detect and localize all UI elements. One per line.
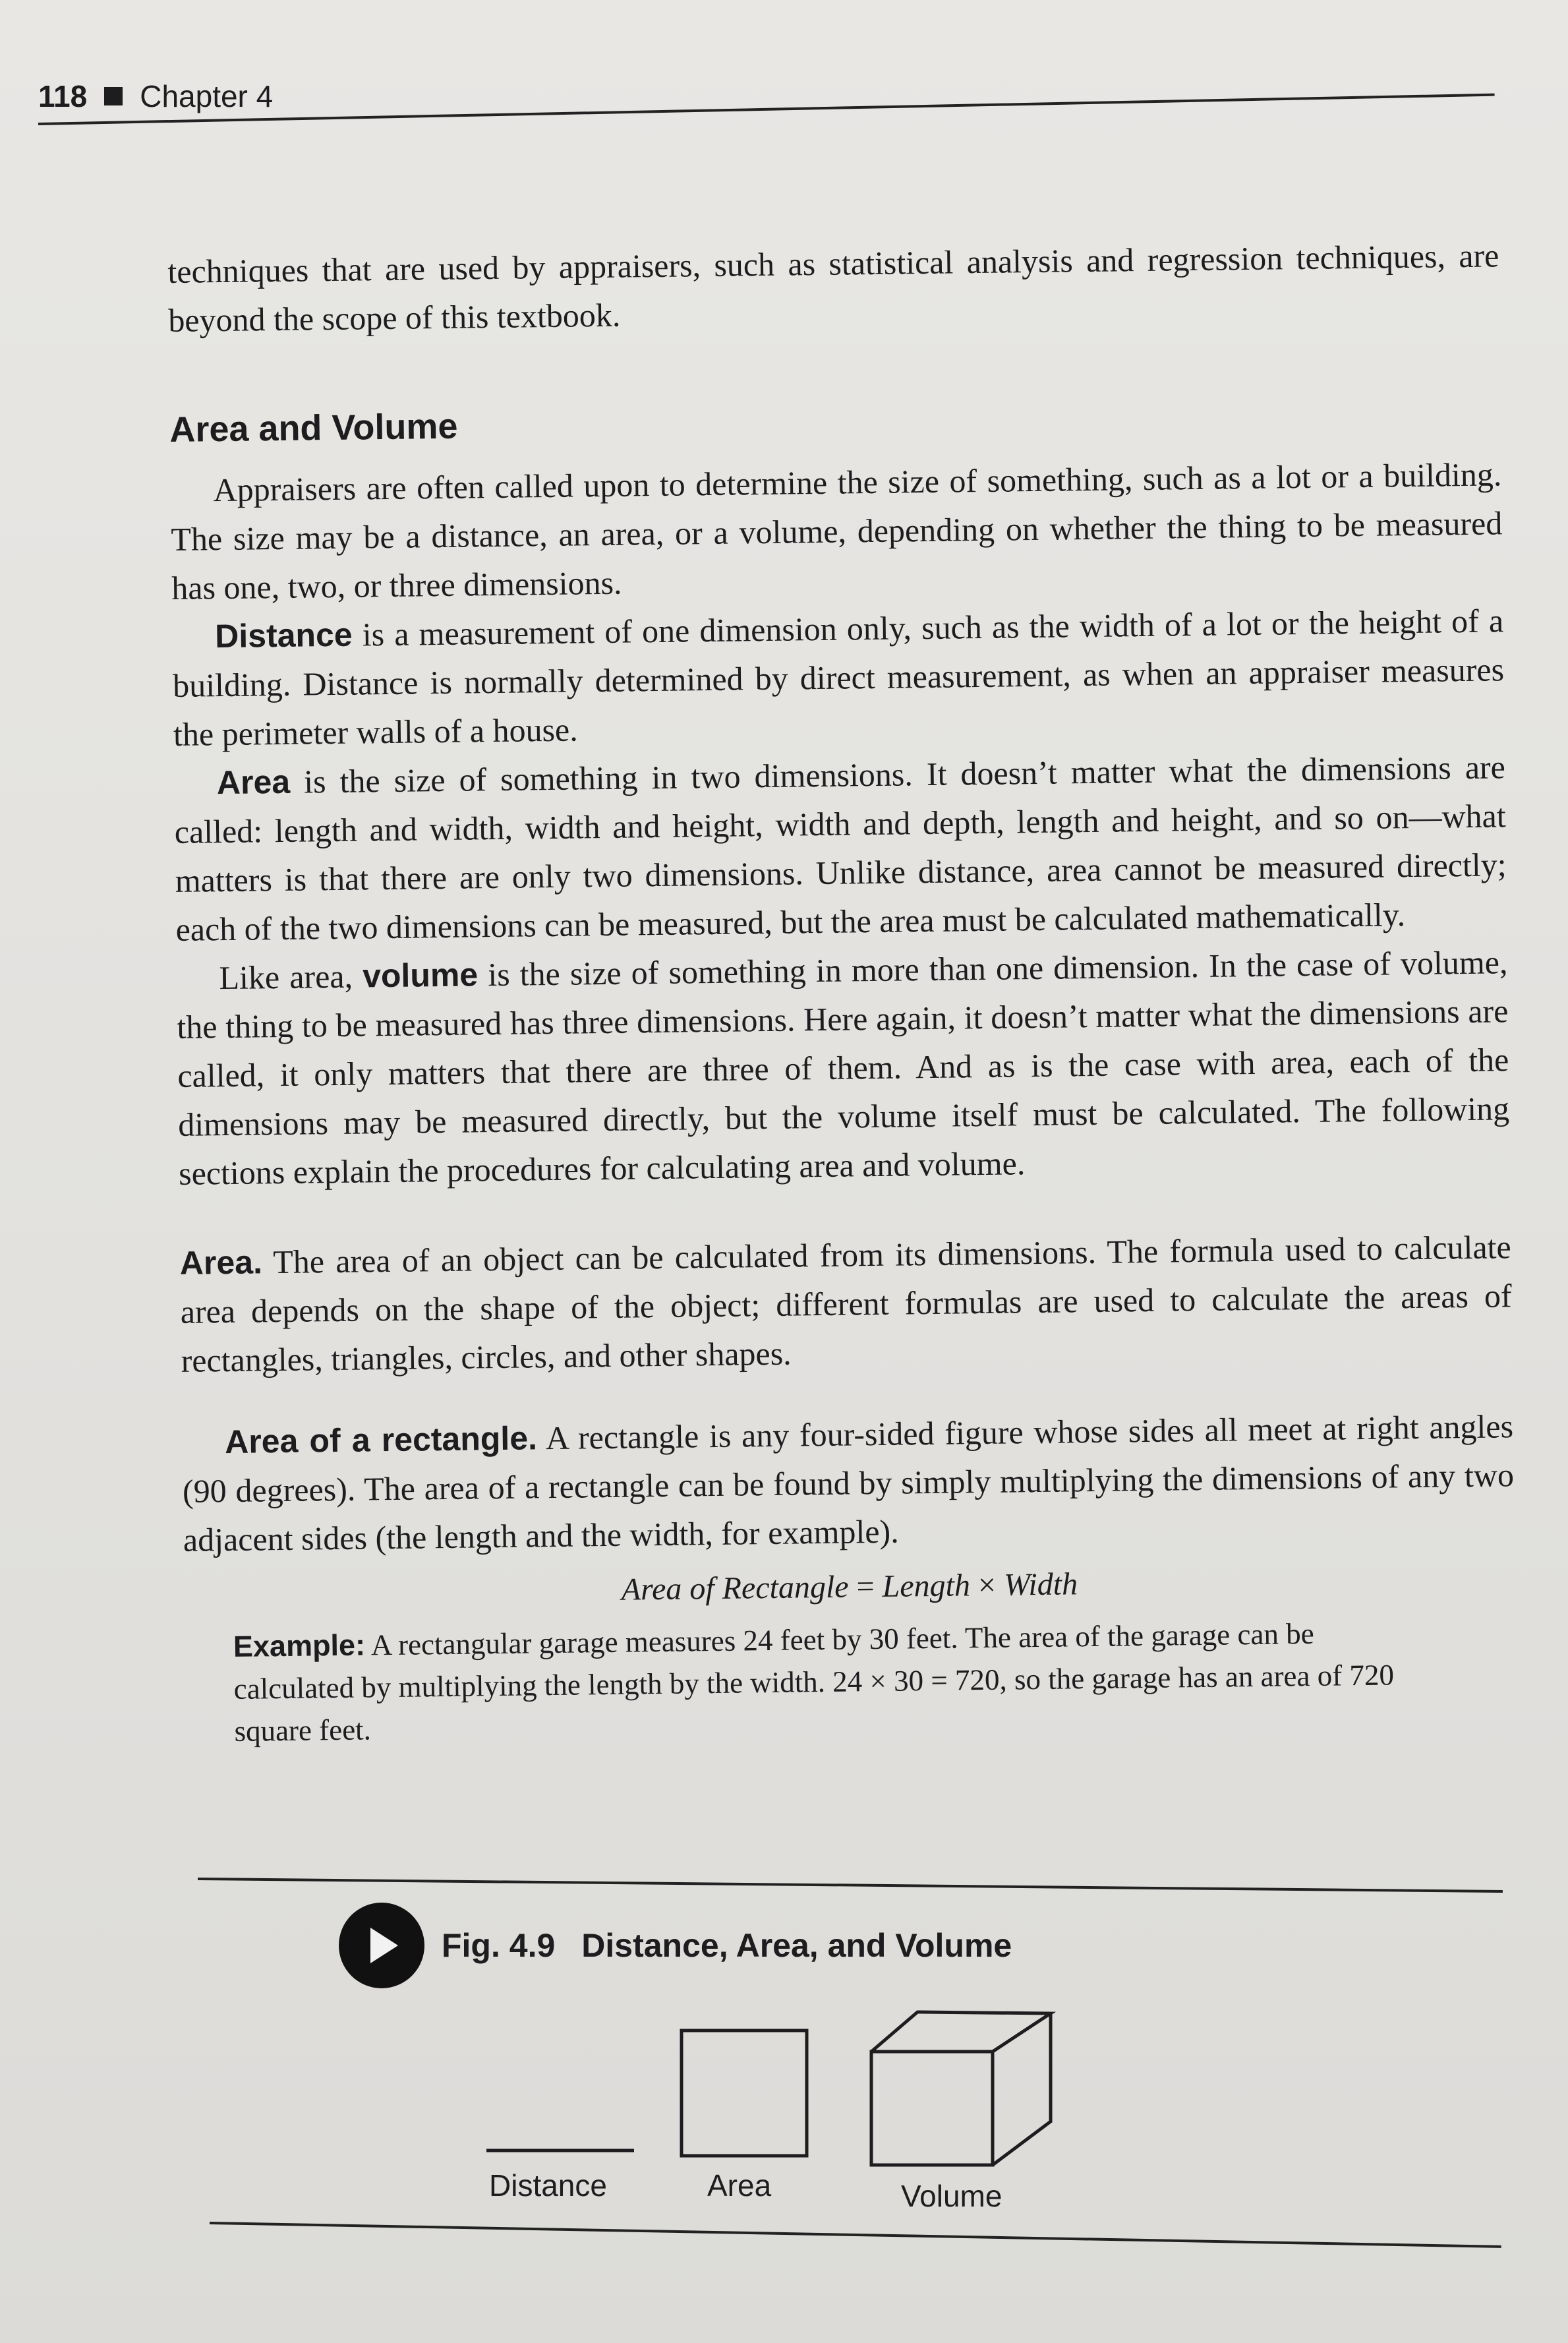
paragraph-area — [173, 742, 1507, 954]
example-label: Example: — [233, 1628, 366, 1663]
intro-paragraph: techniques that are used by appraisers, such as statistical analysis and regression techniques, are beyond the scope of this textbook. — [167, 237, 1499, 339]
figure-number: Fig. 4.9 — [442, 1927, 556, 1964]
subheading-area: Area. — [179, 1243, 263, 1282]
term-distance: Distance — [214, 616, 353, 655]
formula-equals: = — [848, 1568, 883, 1605]
figure-title: Distance, Area, and Volume — [581, 1927, 1012, 1964]
distance-text: is a measurement of one dimension only, such as the width of a lot or the height of a building. Distance is normally determined by direct measurement, as when an appraiser measures the perimeter walls of a house. — [172, 602, 1505, 753]
formula-lhs: Area of Rectangle — [621, 1569, 849, 1607]
area-label: Area — [707, 2168, 772, 2203]
volume-pre: Like area, — [219, 957, 363, 997]
example-box — [233, 1611, 1438, 1752]
paragraph-volume — [176, 937, 1510, 1198]
term-volume: volume — [362, 956, 479, 995]
example-text: A rectangular garage measures 24 feet by 30 feet. The area of the garage can be calculated by multiplying the length by the width. 24 × 30 = 720, so the garage has an area of 720 square feet. — [233, 1616, 1395, 1748]
volume-cube — [871, 2012, 1051, 2165]
header-square-icon — [104, 87, 123, 105]
rectangle-formula — [184, 1555, 1516, 1620]
formula-length: Length — [882, 1568, 971, 1604]
volume-text: is the size of something in more than one dimension. In the case of volume, the thing to be measured has three dimensions. Here again, it doesn’t matter what the dimensions are called, it only matters that there are three of them. And as is the case with area, each of the dimensions may be measured directly, but the volume itself must be calculated. The following sections explain the procedures for calculating area and volume. — [177, 943, 1510, 1192]
paragraph-area-calc — [179, 1222, 1513, 1385]
figure-bottom-rule — [210, 2222, 1501, 2248]
area-square — [682, 2031, 807, 2156]
figure-top-rule — [198, 1878, 1503, 1893]
volume-label: Volume — [901, 2179, 1002, 2213]
paragraph-rectangle — [182, 1402, 1515, 1564]
formula-times: × — [970, 1567, 1004, 1603]
body-text — [167, 231, 1517, 1753]
formula-width: Width — [1003, 1566, 1078, 1603]
area-text: is the size of something in two dimensions. It doesn’t matter what the dimensions are called: length and width, width and height, width and depth, length and height, and so on—what matters is that there are only two dimensions. Unlike distance, area cannot be measured directly; each of the two dimensions can be measured, but the area must be calculated mathematically. — [174, 748, 1507, 948]
term-area: Area — [216, 763, 291, 802]
area-calc-text: The area of an object can be calculated from its dimensions. The formula used to calculate area depends on the shape of the object; different formulas are used to calculate the areas of rectangles, triangles, circles, and other shapes. — [180, 1228, 1512, 1379]
chapter-label: Chapter 4 — [140, 79, 274, 113]
rectangle-text: A rectangle is any four-sided figure whose sides all meet at right angles (90 degrees). The area of a rectangle can be found by simply multiplying the dimensions of any two adjacent sides (the length and the width, for example). — [182, 1408, 1515, 1558]
subheading-rectangle: Area of a rectangle. — [224, 1419, 538, 1461]
section-heading: Area and Volume — [169, 406, 458, 450]
page-number: 118 — [38, 79, 88, 113]
distance-label: Distance — [489, 2168, 607, 2203]
figure-caption — [339, 1903, 1012, 1988]
play-arrow-icon — [339, 1903, 424, 1988]
paragraph-size: Appraisers are often called upon to determine the size of something, such as a lot or a building. The size may be a distance, an area, or a volume, depending on whether the thing to be measured has one, two, or three dimensions. — [171, 456, 1503, 607]
paragraph-distance — [172, 596, 1505, 759]
running-header — [38, 70, 273, 123]
